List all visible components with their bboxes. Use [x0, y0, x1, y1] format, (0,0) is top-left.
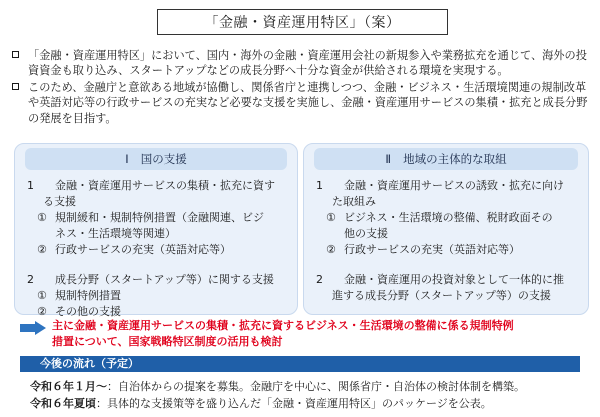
highlight-line: 主に金融・資産運用サービスの集積・拡充に資するビジネス・生活環境の整備に係る規制特例	[52, 319, 514, 332]
list-item	[316, 178, 580, 210]
item-text: た取組み	[332, 195, 376, 208]
item-number: 2	[27, 273, 34, 286]
regional-initiative-panel	[303, 143, 589, 315]
list-item	[316, 272, 580, 304]
item-number: 1	[316, 179, 323, 192]
circled-number: ②	[37, 243, 47, 256]
highlight-line: 措置について、国家戦略特区制度の活用も検討	[52, 335, 283, 348]
national-support-panel	[14, 143, 298, 318]
panel-title: 地域の主体的な取組	[403, 152, 507, 166]
sub-item-text: ビジネス・生活環境の整備、税財政面その	[344, 211, 553, 224]
panel-body	[27, 178, 289, 320]
item-text: 成長分野（スタートアップ等）に関する支援	[55, 273, 274, 286]
item-text: 進する成長分野（スタートアップ等）の支援	[332, 289, 551, 302]
list-item	[27, 178, 289, 210]
sub-item	[27, 288, 289, 304]
right-arrow-icon	[20, 321, 46, 335]
panel-body	[316, 178, 580, 304]
intro-text-2: このため、金融庁と意欲ある地域が協働し、関係省庁と連携しつつ、金融・ビジネス・生活環境関連の規制改革や英語対応等の行政サービスの充実など必要な支援を実施し、金融・資産運用サービスの集積・拡充と成長分野の発展を目指す。	[28, 80, 588, 125]
sub-item	[27, 210, 289, 242]
intro-bullet	[12, 48, 592, 79]
square-bullet-icon	[12, 51, 19, 58]
sub-item	[316, 242, 580, 258]
circled-number: ①	[37, 211, 47, 224]
sub-item-text: その他の支援	[55, 305, 121, 318]
item-text: 金融・資産運用サービスの誘致・拡充に向け	[344, 179, 564, 192]
intro-bullet	[12, 80, 592, 126]
square-bullet-icon	[12, 83, 19, 90]
circled-number: ①	[37, 289, 47, 302]
list-item	[27, 272, 289, 288]
schedule-text: ：具体的な支援策等を盛り込んだ「金融・資産運用特区」のパッケージを公表。	[96, 397, 492, 410]
sub-item-text: 規制特例措置	[55, 289, 121, 302]
highlight-note	[52, 318, 592, 350]
item-text: 金融・資産運用サービスの集積・拡充に資す	[55, 179, 275, 192]
sub-item	[316, 210, 580, 242]
schedule-text: ：自治体からの提案を募集。金融庁を中心に、関係省庁・自治体の検討体制を構築。	[107, 380, 525, 393]
sub-item-text: 行政サービスの充実（英語対応等）	[344, 243, 520, 256]
page-title: 「金融・資産運用特区」（案）	[157, 9, 448, 35]
sub-item-text: 他の支援	[344, 227, 388, 240]
sub-item-text: 行政サービスの充実（英語対応等）	[55, 243, 231, 256]
item-number: 1	[27, 179, 34, 192]
intro-section	[12, 48, 592, 127]
circled-number: ①	[326, 211, 336, 224]
schedule-date: 令和６年夏頃	[30, 397, 96, 410]
intro-text-1: 「金融・資産運用特区」において、国内・海外の金融・資産運用会社の新規参入や業務拡充を通じて、海外の投資資金も取り込み、スタートアップなどの成長分野へ十分な資金が供給される環境を実現する。	[28, 49, 587, 78]
schedule-date: 令和６年１月～	[30, 380, 107, 393]
panel-heading	[314, 148, 578, 170]
schedule-item	[30, 380, 525, 394]
item-text: 金融・資産運用の投資対象として一体的に推	[344, 273, 564, 286]
schedule-heading: 今後の流れ（予定）	[20, 356, 580, 372]
sub-item-text: ネス・生活環境等関連）	[55, 227, 176, 240]
sub-item	[27, 242, 289, 258]
schedule-item	[30, 397, 492, 411]
panel-number: Ⅰ	[125, 152, 129, 166]
circled-number: ②	[326, 243, 336, 256]
sub-item-text: 規制緩和・規制特例措置（金融関連、ビジ	[55, 211, 264, 224]
circled-number: ②	[37, 305, 47, 318]
item-number: 2	[316, 273, 323, 286]
panel-title: 国の支援	[140, 152, 187, 166]
item-text: る支援	[43, 195, 76, 208]
panel-number: Ⅱ	[385, 152, 392, 166]
panel-heading	[25, 148, 287, 170]
